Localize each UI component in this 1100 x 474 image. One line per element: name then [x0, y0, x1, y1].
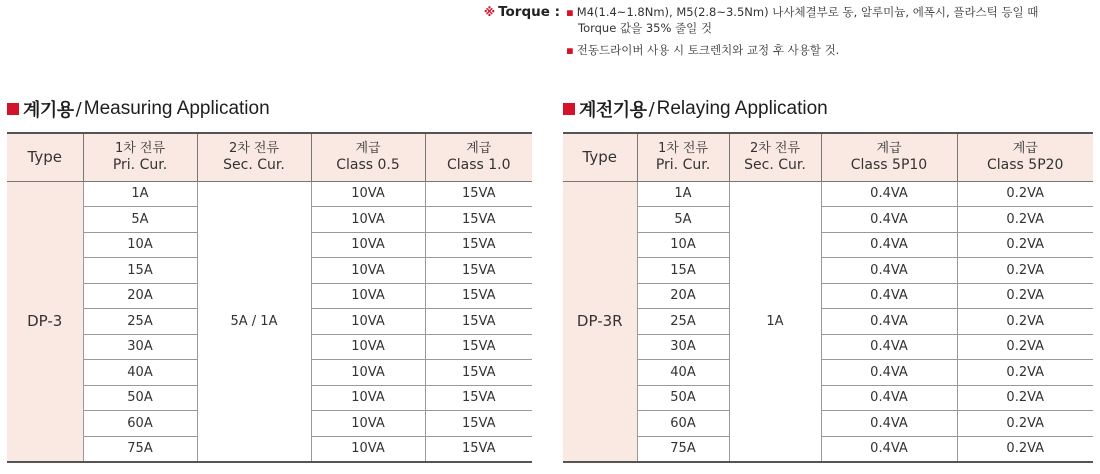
table-header-row — [7, 133, 532, 181]
header-type: Type — [7, 133, 83, 181]
torque-note-2: ▪ 전동드라이버 사용 시 토크렌치와 교정 후 사용할 것. — [566, 43, 840, 57]
table-row — [563, 309, 1093, 335]
class-2-cell: 0.2VA — [957, 258, 1093, 284]
class-1-cell: 10VA — [311, 283, 425, 309]
primary-current-cell: 10A — [83, 232, 197, 258]
primary-current-cell: 60A — [83, 411, 197, 437]
class-1-cell: 0.4VA — [821, 309, 957, 335]
torque-note — [455, 4, 1038, 58]
table-row — [563, 436, 1093, 462]
secondary-current-cell: 1A — [729, 181, 821, 462]
class-2-cell: 15VA — [425, 411, 532, 437]
class-2-cell: 15VA — [425, 283, 532, 309]
class-2-cell: 15VA — [425, 309, 532, 335]
primary-current-cell: 40A — [637, 360, 729, 386]
primary-current-cell: 15A — [83, 258, 197, 284]
class-2-cell: 0.2VA — [957, 309, 1093, 335]
class-1-cell: 0.4VA — [821, 258, 957, 284]
class-2-cell: 15VA — [425, 385, 532, 411]
class-1-cell: 10VA — [311, 232, 425, 258]
header-class-1: 계급 Class 0.5 — [311, 133, 425, 181]
secondary-current-cell: 5A / 1A — [197, 181, 311, 462]
class-1-cell: 0.4VA — [821, 436, 957, 462]
relaying-section — [563, 94, 1093, 463]
relaying-table — [563, 132, 1093, 463]
primary-current-cell: 50A — [83, 385, 197, 411]
primary-current-cell: 15A — [637, 258, 729, 284]
class-1-cell: 0.4VA — [821, 360, 957, 386]
bullet-icon: ▪ — [566, 5, 574, 19]
class-2-cell: 0.2VA — [957, 436, 1093, 462]
type-cell: DP-3 — [7, 181, 83, 462]
header-class-1: 계급 Class 5P10 — [821, 133, 957, 181]
class-1-cell: 10VA — [311, 360, 425, 386]
reference-mark-icon: ※ — [483, 5, 496, 19]
torque-note-1: ▪ M4(1.4~1.8Nm), M5(2.8~3.5Nm) 나사체결부로 동, 알루미늄, 에폭시, 플라스틱 등일 때 — [566, 5, 1039, 19]
class-2-cell: 0.2VA — [957, 181, 1093, 207]
table-row — [7, 181, 532, 207]
class-1-cell: 10VA — [311, 309, 425, 335]
class-1-cell: 0.4VA — [821, 181, 957, 207]
header-type: Type — [563, 133, 637, 181]
torque-note-1-cont: Torque 값을 35% 줄일 것 — [578, 21, 713, 35]
class-2-cell: 0.2VA — [957, 283, 1093, 309]
measuring-section — [7, 94, 532, 463]
header-class-2: 계급 Class 1.0 — [425, 133, 532, 181]
primary-current-cell: 10A — [637, 232, 729, 258]
table-row — [563, 411, 1093, 437]
class-1-cell: 0.4VA — [821, 411, 957, 437]
primary-current-cell: 5A — [637, 207, 729, 233]
primary-current-cell: 25A — [637, 309, 729, 335]
class-2-cell: 0.2VA — [957, 207, 1093, 233]
table-row — [563, 360, 1093, 386]
primary-current-cell: 75A — [637, 436, 729, 462]
class-1-cell: 10VA — [311, 436, 425, 462]
header-sec: 2차 전류 Sec. Cur. — [729, 133, 821, 181]
class-2-cell: 0.2VA — [957, 385, 1093, 411]
class-2-cell: 15VA — [425, 181, 532, 207]
square-bullet-icon — [563, 103, 575, 115]
table-row — [563, 207, 1093, 233]
header-pri: 1차 전류 Pri. Cur. — [637, 133, 729, 181]
bullet-icon: ▪ — [566, 43, 574, 57]
class-2-cell: 15VA — [425, 207, 532, 233]
table-row — [563, 258, 1093, 284]
primary-current-cell: 40A — [83, 360, 197, 386]
class-1-cell: 0.4VA — [821, 232, 957, 258]
header-pri: 1차 전류 Pri. Cur. — [83, 133, 197, 181]
class-2-cell: 0.2VA — [957, 411, 1093, 437]
primary-current-cell: 1A — [637, 181, 729, 207]
class-1-cell: 10VA — [311, 385, 425, 411]
class-1-cell: 10VA — [311, 207, 425, 233]
primary-current-cell: 30A — [83, 334, 197, 360]
measuring-title: 계기용 / Measuring Application — [7, 94, 532, 124]
primary-current-cell: 5A — [83, 207, 197, 233]
header-class-2: 계급 Class 5P20 — [957, 133, 1093, 181]
primary-current-cell: 30A — [637, 334, 729, 360]
class-2-cell: 15VA — [425, 232, 532, 258]
type-cell: DP-3R — [563, 181, 637, 462]
square-bullet-icon — [7, 103, 19, 115]
class-1-cell: 10VA — [311, 411, 425, 437]
class-2-cell: 15VA — [425, 258, 532, 284]
class-1-cell: 0.4VA — [821, 283, 957, 309]
primary-current-cell: 75A — [83, 436, 197, 462]
primary-current-cell: 25A — [83, 309, 197, 335]
relaying-title: 계전기용 / Relaying Application — [563, 94, 1093, 124]
primary-current-cell: 50A — [637, 385, 729, 411]
class-2-cell: 15VA — [425, 436, 532, 462]
table-row — [563, 283, 1093, 309]
table-row — [563, 181, 1093, 207]
table-row — [563, 385, 1093, 411]
torque-label: ※ Torque : — [483, 4, 560, 20]
class-1-cell: 10VA — [311, 258, 425, 284]
primary-current-cell: 1A — [83, 181, 197, 207]
header-sec: 2차 전류 Sec. Cur. — [197, 133, 311, 181]
class-1-cell: 0.4VA — [821, 385, 957, 411]
class-2-cell: 15VA — [425, 360, 532, 386]
class-1-cell: 0.4VA — [821, 334, 957, 360]
primary-current-cell: 20A — [637, 283, 729, 309]
primary-current-cell: 60A — [637, 411, 729, 437]
class-2-cell: 0.2VA — [957, 360, 1093, 386]
class-1-cell: 0.4VA — [821, 207, 957, 233]
class-2-cell: 0.2VA — [957, 334, 1093, 360]
table-row — [563, 232, 1093, 258]
table-row — [563, 334, 1093, 360]
class-2-cell: 0.2VA — [957, 232, 1093, 258]
primary-current-cell: 20A — [83, 283, 197, 309]
measuring-table — [7, 132, 532, 463]
class-2-cell: 15VA — [425, 334, 532, 360]
class-1-cell: 10VA — [311, 181, 425, 207]
table-header-row — [563, 133, 1093, 181]
class-1-cell: 10VA — [311, 334, 425, 360]
